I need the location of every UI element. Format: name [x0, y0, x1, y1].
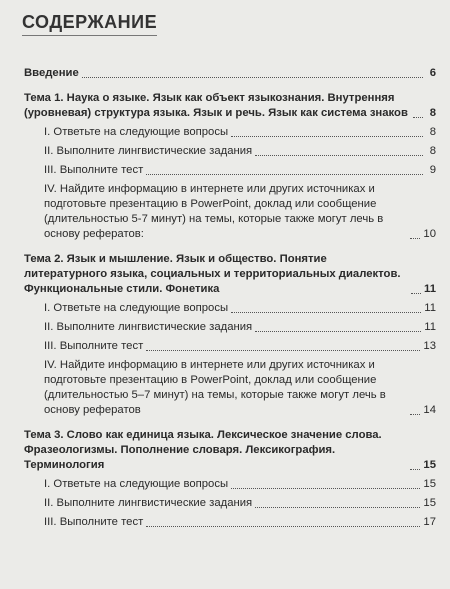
dot-leader [255, 155, 423, 156]
toc-entry-text: I. Ответьте на следующие вопросы [44, 126, 229, 138]
toc-page-number: 6 [429, 67, 436, 79]
dot-leader [411, 293, 421, 294]
toc-page-number: 8 [429, 145, 436, 157]
page-title: СОДЕРЖАНИЕ [22, 12, 157, 36]
toc-page-number: 9 [429, 164, 436, 176]
toc-page-number: 8 [429, 126, 436, 138]
dot-leader [82, 77, 423, 78]
dot-leader [231, 312, 421, 313]
toc-entry-topic-2 [24, 252, 436, 297]
dot-leader [231, 488, 420, 489]
toc-entry-text: III. Выполните тест [44, 164, 144, 176]
toc-page-number: 15 [423, 497, 436, 509]
dot-leader [146, 350, 420, 351]
dot-leader [146, 174, 423, 175]
toc-entry-sub [24, 125, 436, 140]
toc-entry-sub [24, 515, 436, 530]
toc-entry-text: Введение [24, 67, 79, 79]
dot-leader [255, 507, 420, 508]
toc-entry-intro [24, 66, 436, 81]
dot-leader [410, 414, 420, 415]
toc-page-number: 15 [423, 459, 436, 471]
toc-page-number: 11 [424, 321, 436, 333]
toc-page-number: 8 [429, 107, 436, 119]
toc-page-number: 10 [423, 228, 436, 240]
toc-page-number: 14 [423, 404, 436, 416]
toc-page-number: 13 [423, 340, 436, 352]
dot-leader [410, 469, 420, 470]
toc-entry-topic-3 [24, 428, 436, 473]
toc-entry-text: IV. Найдите информацию в интернете или других источниках и подготовьте презентацию в PowerPoint, доклад или сообщение (длительностью 5–7 минут) на темы, которые также могут лечь в основу рефератов [44, 359, 386, 416]
toc-page-number: 15 [423, 478, 436, 490]
toc-entry-sub [24, 144, 436, 159]
dot-leader [231, 136, 423, 137]
toc-page-number: 11 [424, 283, 436, 295]
toc-entry-text: I. Ответьте на следующие вопросы [44, 478, 229, 490]
table-of-contents [24, 66, 436, 534]
toc-entry-text: II. Выполните лингвистические задания [44, 321, 253, 333]
toc-entry-sub [24, 163, 436, 178]
toc-entry-sub [24, 301, 436, 316]
toc-entry-text: II. Выполните лингвистические задания [44, 497, 253, 509]
toc-entry-sub [24, 358, 436, 418]
dot-leader [413, 117, 423, 118]
dot-leader [255, 331, 421, 332]
toc-entry-text: III. Выполните тест [44, 340, 144, 352]
toc-entry-sub [24, 182, 436, 242]
dot-leader [410, 238, 420, 239]
toc-entry-sub [24, 320, 436, 335]
dot-leader [146, 526, 420, 527]
toc-entry-text: Тема 2. Язык и мышление. Язык и общество. Понятие литературного языка, социальных и территориальных диалектов. Функциональные стили. Фонетика [24, 253, 401, 295]
toc-entry-text: IV. Найдите информацию в интернете или других источниках и подготовьте презентацию в PowerPoint, доклад или сообщение (длительностью 5-7 минут) на темы, которые также могут лечь в основу рефератов: [44, 183, 384, 240]
toc-page-number: 11 [424, 302, 436, 314]
toc-entry-text: II. Выполните лингвистические задания [44, 145, 253, 157]
toc-entry-text: III. Выполните тест [44, 516, 144, 528]
toc-entry-sub [24, 339, 436, 354]
toc-entry-text: Тема 1. Наука о языке. Язык как объект языкознания. Внутренняя (уровневая) структура языка. Язык и речь. Язык как система знаков [24, 92, 408, 119]
toc-entry-sub [24, 477, 436, 492]
toc-entry-text: I. Ответьте на следующие вопросы [44, 302, 229, 314]
toc-page-number: 17 [423, 516, 436, 528]
toc-entry-text: Тема 3. Слово как единица языка. Лексическое значение слова. Фразеологизмы. Пополнение словаря. Лексикография. Терминология [24, 429, 382, 471]
toc-entry-sub [24, 496, 436, 511]
toc-entry-topic-1 [24, 91, 436, 121]
